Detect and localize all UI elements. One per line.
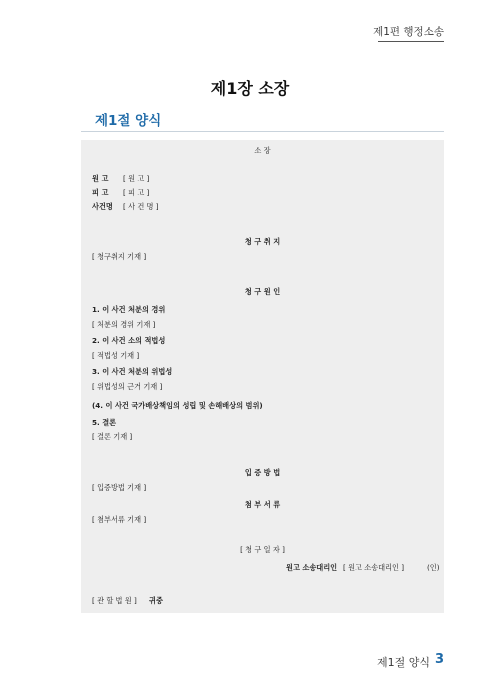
complaint-form: [81, 140, 444, 613]
item-placeholder: [ 결론 기재 ]: [92, 432, 133, 441]
item-title: (4. 이 사건 국가배상책임의 성립 및 손해배상의 범위): [92, 401, 263, 410]
signer-label: 원고 소송대리인: [286, 563, 338, 572]
attachments-heading: 첨 부 서 류: [244, 500, 281, 509]
court-suffix: 귀중: [149, 596, 163, 605]
item-placeholder: [ 처분의 경위 기재 ]: [92, 320, 156, 329]
section-rule: [81, 131, 444, 132]
case-name-label: 사건명: [92, 202, 113, 211]
section-title: 제1절 양식: [95, 113, 162, 129]
footer-section-label: 제1절 양식: [377, 656, 430, 669]
evidence-heading: 입 증 방 법: [244, 468, 281, 477]
signer-value: [ 원고 소송대리인 ]: [343, 563, 405, 572]
cause-heading: 청 구 원 인: [244, 287, 281, 296]
plaintiff-label: 원 고: [92, 174, 109, 183]
item-title: 5. 결론: [92, 418, 117, 427]
date-placeholder: [ 청 구 일 자 ]: [240, 545, 285, 554]
defendant-value: [ 피 고 ]: [123, 188, 150, 197]
item-title: 2. 이 사건 소의 적법성: [92, 336, 166, 345]
item-placeholder: [ 적법성 기재 ]: [92, 351, 140, 360]
defendant-label: 피 고: [92, 188, 109, 197]
page-number: 3: [434, 652, 444, 667]
attachments-placeholder: [ 첨부서류 기재 ]: [92, 515, 147, 524]
case-name-value: [ 사 건 명 ]: [123, 202, 159, 211]
seal-mark: (인): [427, 563, 440, 572]
header-rule: [378, 41, 444, 42]
evidence-placeholder: [ 입증방법 기재 ]: [92, 483, 147, 492]
running-header: 제1편 행정소송: [373, 26, 444, 38]
claim-placeholder: [ 청구취지 기재 ]: [92, 252, 147, 261]
item-title: 1. 이 사건 처분의 경위: [92, 305, 166, 314]
court-placeholder: [ 관 할 법 원 ]: [92, 596, 137, 605]
item-placeholder: [ 위법성의 근거 기재 ]: [92, 382, 163, 391]
item-title: 3. 이 사건 처분의 위법성: [92, 367, 173, 376]
plaintiff-value: [ 원 고 ]: [123, 174, 150, 183]
form-title: 소 장: [254, 146, 271, 155]
chapter-title: 제1장 소장: [210, 79, 290, 98]
claim-heading: 청 구 취 지: [244, 237, 281, 246]
